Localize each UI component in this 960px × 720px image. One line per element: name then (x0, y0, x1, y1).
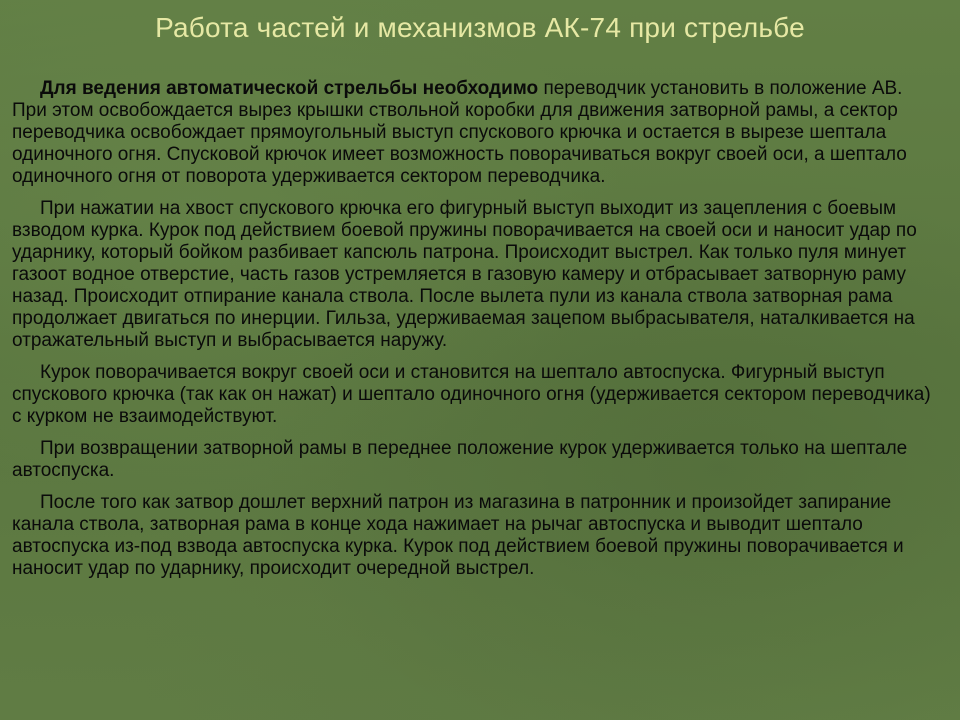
paragraph-text: При нажатии на хвост спускового крючка его фигурный выступ выходит из зацепления с боевым взводом курка. Курок под действием боевой пружины поворачивается на своей оси и наносит удар по ударнику, который бойком разбивает капсюль патрона. Происходит выстрел. Как только пуля минует газоот водное отверстие, часть газов устремляется в газовую камеру и отбрасывает затворную раму назад. Происходит отпирание канала ствола. После вылета пули из канала ствола затворная рама продолжает двигаться по инерции. Гильза, удерживаемая зацепом выбрасывателя, наталкивается на отражательный выступ и выбрасывается наружу. (12, 198, 917, 351)
paragraph-text: При возвращении затворной рамы в переднее положение курок удерживается только на шептале автоспуска. (12, 438, 908, 481)
paragraph-auto-fire (12, 78, 942, 188)
paragraph-bolt-return (12, 438, 942, 482)
paragraph-hammer-rotation (12, 362, 942, 428)
paragraph-next-shot (12, 492, 942, 580)
paragraph-trigger-press (12, 198, 942, 352)
slide-body (12, 78, 942, 590)
slide-title: Работа частей и механизмов АК-74 при стрельбе (155, 12, 805, 43)
paragraph-bold-lead: Для ведения автоматической стрельбы необходимо (40, 78, 539, 99)
paragraph-text: Курок поворачивается вокруг своей оси и становится на шептало автоспуска. Фигурный выступ спускового крючка (так как он нажат) и шептало одиночного огня (удерживается сектором переводчика) с курком не взаимодействуют. (12, 362, 931, 427)
paragraph-text: После того как затвор дошлет верхний патрон из магазина в патронник и произойдет запирание канала ствола, затворная рама в конце хода нажимает на рычаг автоспуска и выводит шептало автоспуска из-под взвода автоспуска курка. Курок под действием боевой пружины поворачивается и наносит удар по ударнику, происходит очередной выстрел. (12, 492, 904, 579)
paragraph-text: переводчик установить в положение АВ. При этом освобождается вырез крышки ствольной коробки для движения затворной рамы, а сектор переводчика освобождает прямоугольный выступ спускового крючка и остается в вырезе шептала одиночного огня. Спусковой крючок имеет возможность поворачиваться вокруг своей оси, а шептало одиночного огня от поворота удерживается сектором переводчика. (12, 78, 907, 187)
